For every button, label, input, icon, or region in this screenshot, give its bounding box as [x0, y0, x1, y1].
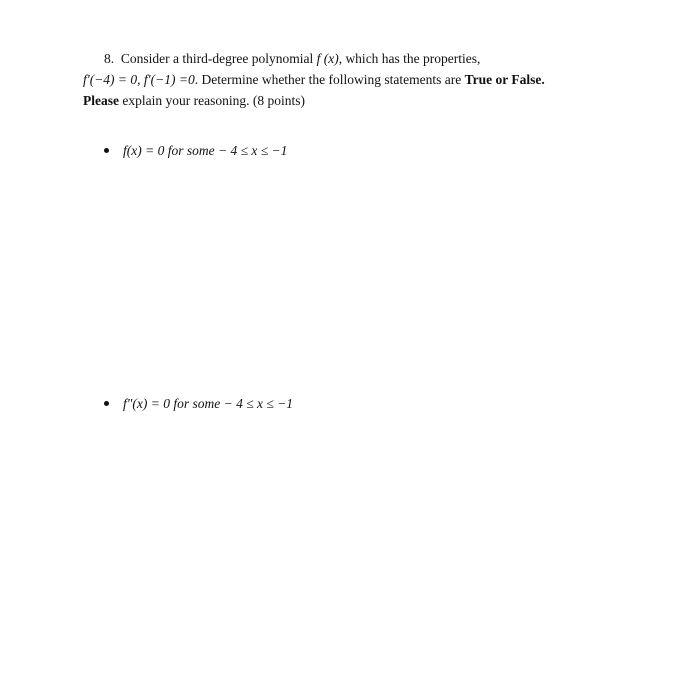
question-line-3	[83, 92, 305, 109]
function-notation: f (x)	[316, 51, 339, 66]
derivative-conditions: f′(−4) = 0, f′(−1) =0	[83, 72, 195, 87]
question-intro-text: Consider a third-degree polynomial	[120, 51, 317, 66]
question-line-1	[104, 50, 480, 67]
question-line-2	[83, 71, 545, 88]
statement-text-2: f″(x) = 0 for some − 4 ≤ x ≤ −1	[123, 396, 293, 411]
please-emphasis: Please	[83, 93, 119, 108]
explain-instruction: explain your reasoning. (8 points)	[119, 93, 305, 108]
question-intro-tail: , which has the properties,	[338, 51, 481, 66]
statement-text-1: f(x) = 0 for some − 4 ≤ x ≤ −1	[123, 143, 288, 158]
true-false-emphasis: True or False.	[464, 72, 545, 87]
statement-item-1	[104, 142, 287, 159]
bullet-icon	[104, 401, 109, 406]
question-number: 8.	[104, 51, 115, 66]
bullet-icon	[104, 148, 109, 153]
question-instruction-text: . Determine whether the following statements are	[194, 72, 465, 87]
statement-item-2	[104, 395, 293, 412]
